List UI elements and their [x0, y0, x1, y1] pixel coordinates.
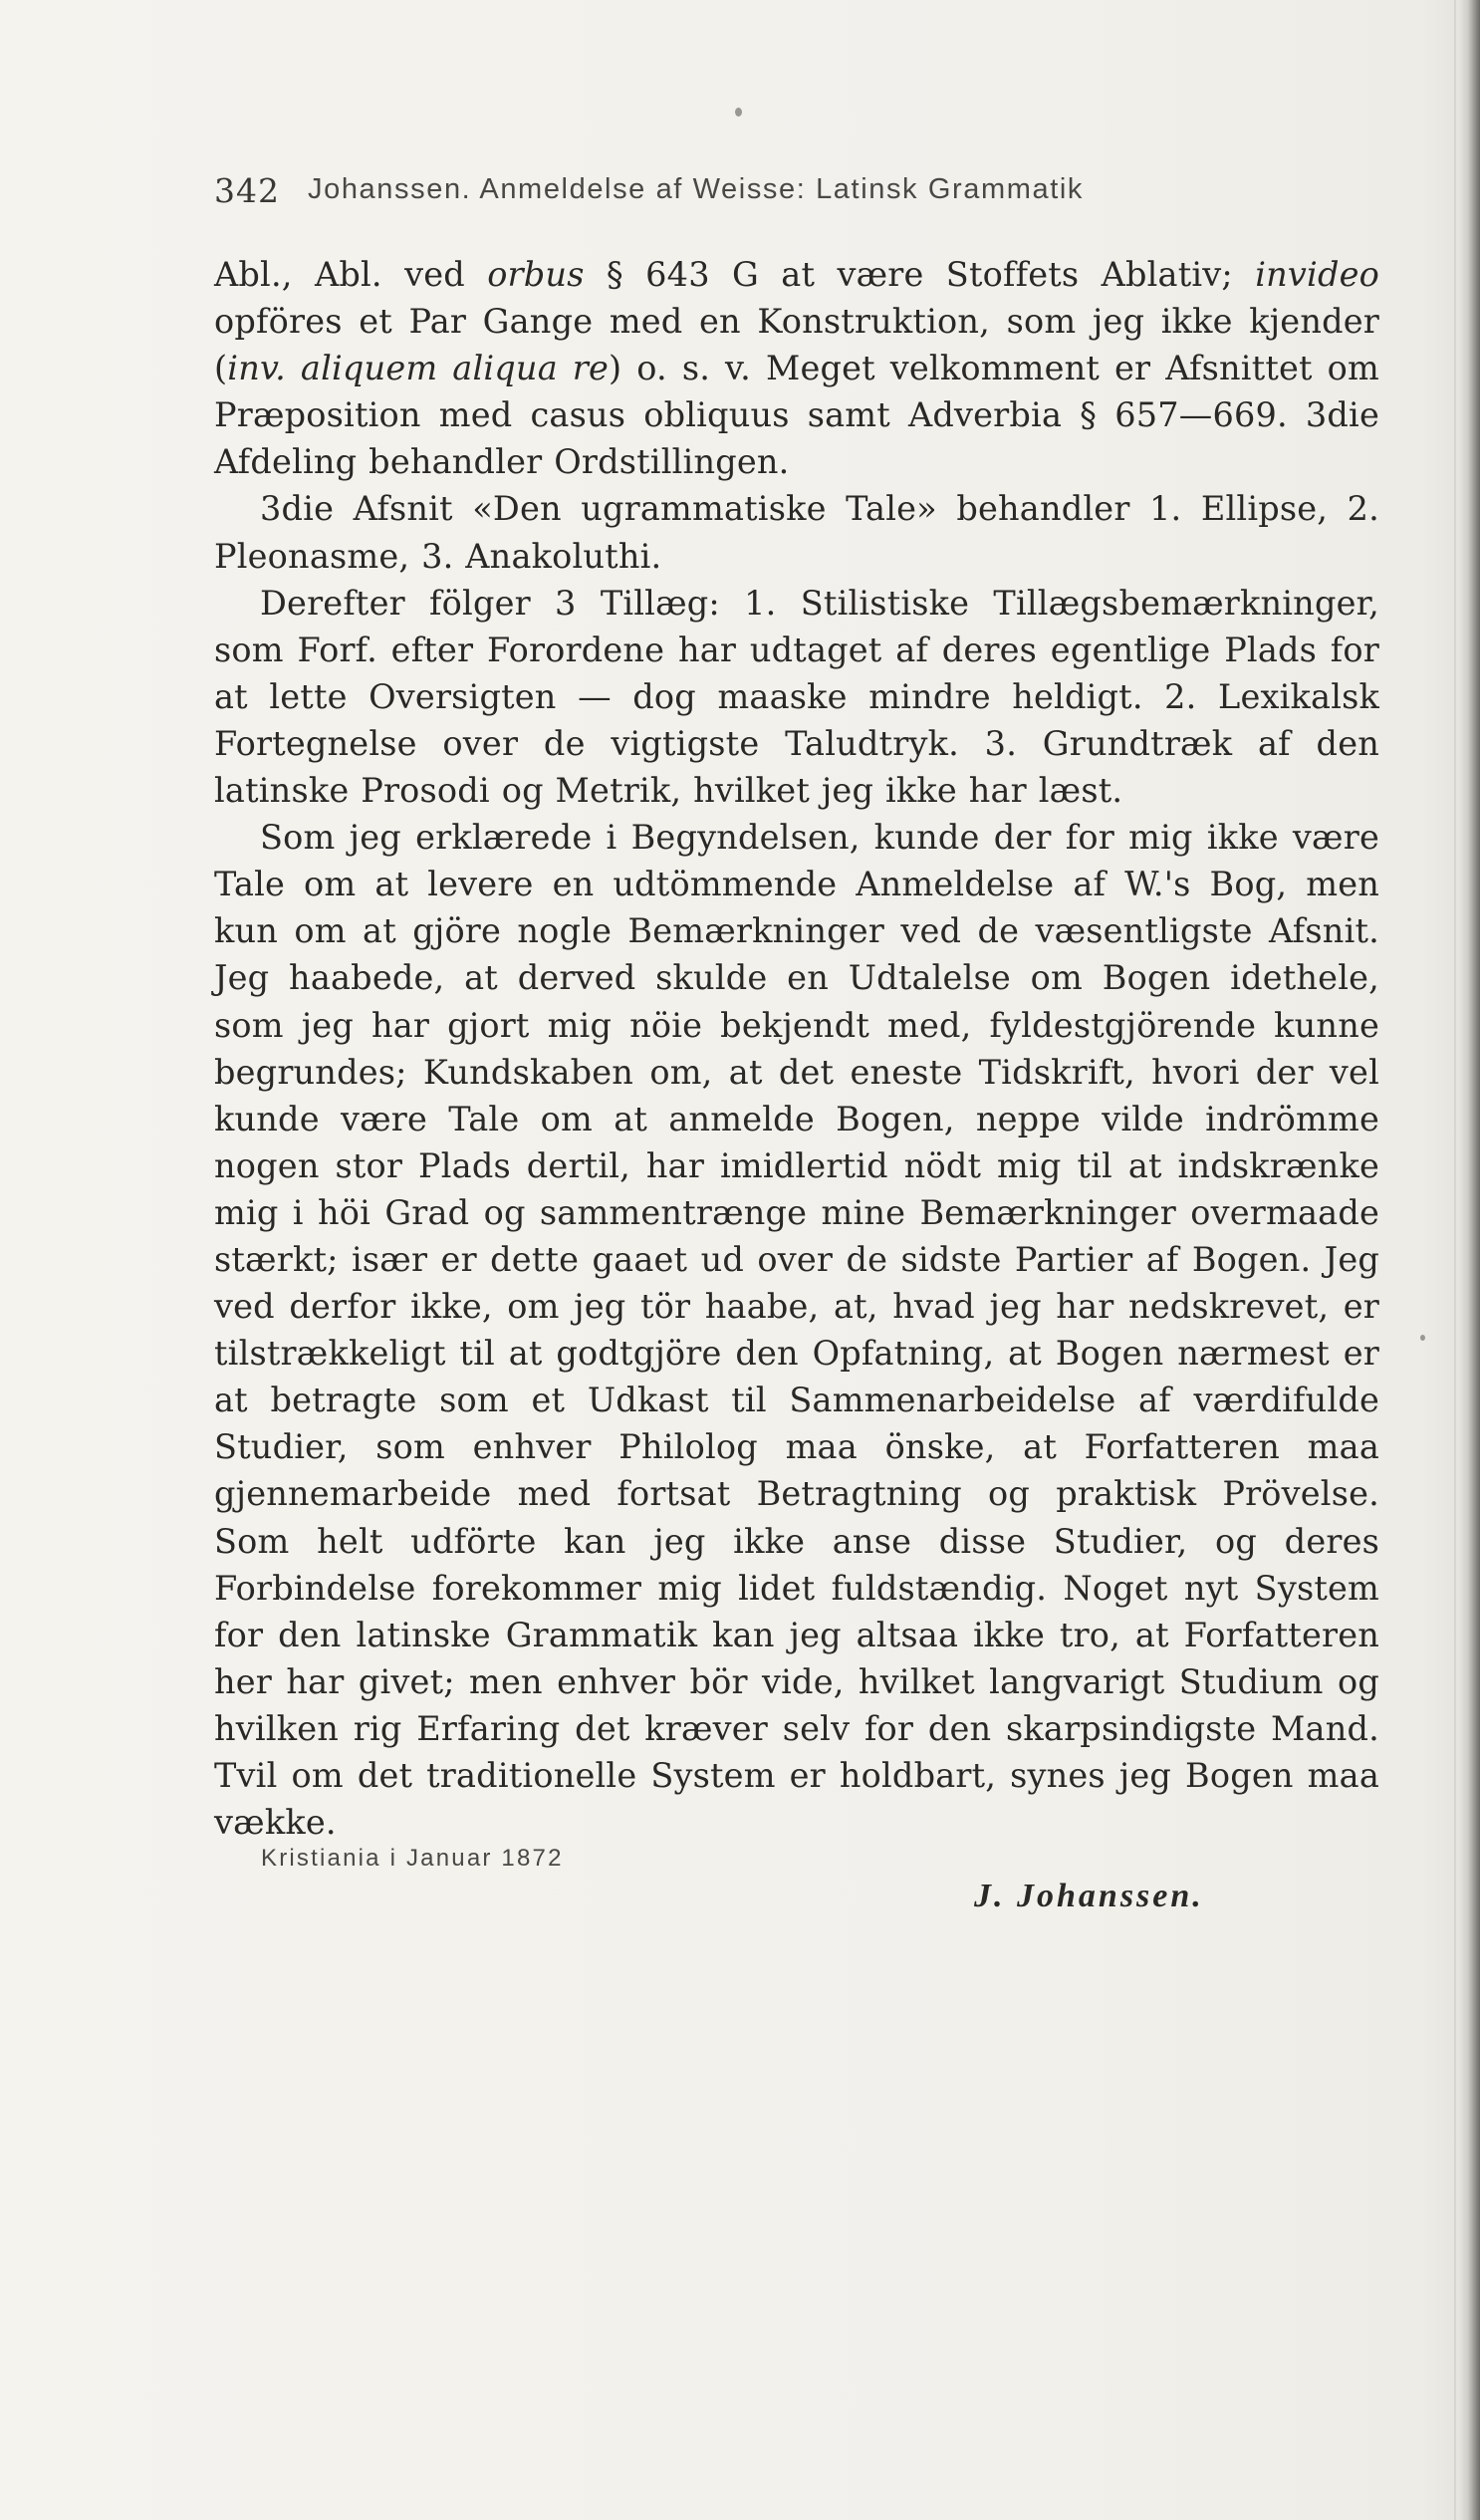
running-head: Johanssen. Anmeldelse af Weisse: Latinsk Grammatik — [308, 173, 1085, 205]
page-number: 342 — [214, 171, 280, 210]
paragraph-1: Abl., Abl. ved orbus § 643 G at være Stoffets Ablativ; invideo opföres et Par Gange med en Konstruktion, som jeg ikke kjender (inv. aliquem aliqua re) o. s. v. Meget velkomment er Afsnittet om Præposition med casus obliquus samt Adverbia § 657—669. 3die Afdeling behandler Ordstillingen. — [214, 255, 1379, 482]
ink-speck — [1420, 1335, 1425, 1341]
paragraph-3: Derefter fölger 3 Tillæg: 1. Stilistiske Tillægsbemærkninger, som Forf. efter Forordene har udtaget af deres egentlige Plads for at lette Oversigten — dog maaske mindre heldigt. 2. Lexikalsk Fortegnelse over de vigtigste Taludtryk. 3. Grundtræk af den latinske Prosodi og Metrik, hvilket jeg ikke har læst. — [214, 583, 1379, 811]
page-edge-shadow — [1458, 0, 1480, 2520]
paragraph-2: 3die Afsnit «Den ugrammatiske Tale» behandler 1. Ellipse, 2. Pleonasme, 3. Anakoluthi. — [214, 489, 1379, 576]
page-gutter-line — [1454, 0, 1456, 2520]
italic-term: invideo — [1255, 255, 1379, 294]
author-signature: J. Johanssen. — [974, 1878, 1204, 1914]
paragraph-4: Som jeg erklærede i Begyndelsen, kunde der for mig ikke være Tale om at levere en udtömmende Anmeldelse af W.'s Bog, men kun om at gjöre nogle Bemærkninger ved de væsentligste Afsnit. Jeg haabede, at derved skulde en Udtalelse om Bogen idethele, som jeg har gjort mig nöie bekjendt med, fyldestgjörende kunne begrundes; Kundskaben om, at det eneste Tidskrift, hvori der vel kunde være Tale om at anmelde Bogen, neppe vilde indrömme nogen stor Plads dertil, har imidlertid nödt mig til at indskrænke mig i höi Grad og sammentrænge mine Bemærkninger overmaade stærkt; især er dette gaaet ud over de sidste Partier af Bogen. Jeg ved derfor ikke, om jeg tör haabe, at, hvad jeg har nedskrevet, er tilstrækkeligt til at godtgjöre den Opfatning, at Bogen nærmest er at betragte som et Udkast til Sammenarbeidelse af værdifulde Studier, som enhver Philolog maa önske, at Forfatteren maa gjennemarbeide med fortsat Betragtning og praktisk Prövelse. Som helt udförte kan jeg ikke anse disse Studier, og deres Forbindelse forekommer mig lidet fuldstændig. Noget nyt System for den latinske Grammatik kan jeg altsaa ikke tro, at Forfatteren her har givet; men enhver bör vide, hvilket langvarigt Studium og hvilken rig Erfaring det kræver selv for den skarpsindigste Mand. Tvil om det traditionelle System er holdbart, synes jeg Bogen maa vække. — [214, 818, 1379, 1843]
body-text — [214, 251, 1379, 1846]
italic-term: inv. aliquem aliqua re — [227, 349, 610, 388]
italic-term: orbus — [487, 255, 585, 294]
dateline: Kristiania i Januar 1872 — [261, 1845, 564, 1872]
page-header — [214, 167, 1310, 217]
ink-speck — [735, 108, 742, 117]
